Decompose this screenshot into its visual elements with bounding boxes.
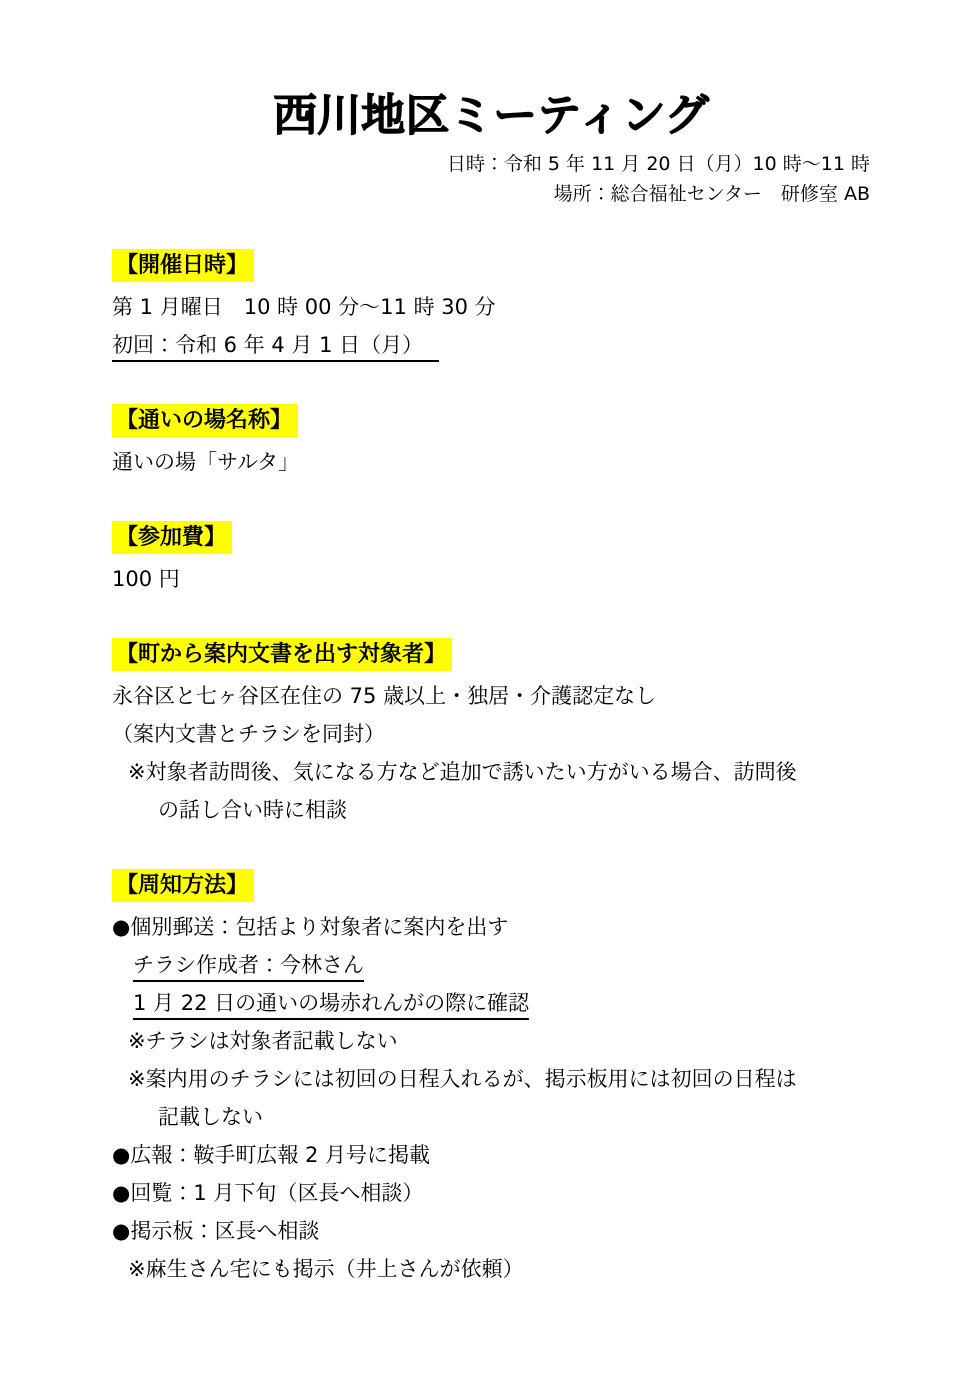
body-line: ※対象者訪問後、気になる方など追加で誘いたい方がいる場合、訪問後 [128,759,797,784]
underlined-text: 初回：令和 6 年 4 月 1 日（月） [112,330,439,362]
body-line: 通いの場「サルタ」 [112,449,300,474]
body-line: ※チラシは対象者記載しない [128,1028,398,1053]
heading-shuchi-hoho: 【周知方法】 [112,869,254,902]
section-fee [112,521,870,598]
section-publicity-methods [112,869,870,1288]
body-line: 永谷区と七ヶ谷区在住の 75 歳以上・独居・介護認定なし [112,683,657,708]
underlined-text: 1 月 22 日の通いの場赤れんがの際に確認 [133,988,529,1020]
body-line [133,946,870,984]
body-line: （案内文書とチラシを同封） [112,721,385,746]
body-line: 第 1 月曜日 10 時 00 分～11 時 30 分 [112,294,496,319]
document-meta [112,149,870,209]
body-line: ※案内用のチラシには初回の日程入れるが、掲示板用には初回の日程は [128,1066,797,1091]
body-line: 100 円 [112,566,180,591]
heading-kaisai-nichiji: 【開催日時】 [112,249,254,282]
body-line: ※麻生さん宅にも掲示（井上さんが依頼） [128,1256,524,1281]
body-line: ●個別郵送：包括より対象者に案内を出す [112,914,509,939]
underlined-text: チラシ作成者：今林さん [133,950,364,982]
body-line: 記載しない [158,1104,263,1129]
body-line: ●広報：鞍手町広報 2 月号に掲載 [112,1142,431,1167]
meta-datetime: 日時：令和 5 年 11 月 20 日（月）10 時～11 時 [446,152,870,175]
heading-kayoi-no-ba-meisho: 【通いの場名称】 [112,404,298,437]
body-line [133,984,870,1022]
section-venue-name [112,404,870,481]
heading-taishosha: 【町から案内文書を出す対象者】 [112,638,452,671]
section-target-recipients [112,638,870,829]
body-line: ●掲示板：区長へ相談 [112,1218,320,1243]
heading-sankahi: 【参加費】 [112,521,232,554]
body-line: ●回覧：1 月下旬（区長へ相談） [112,1180,424,1205]
body-line: の話し合い時に相談 [158,797,347,822]
section-opening-datetime [112,249,870,364]
meta-location: 場所：総合福祉センター 研修室 AB [553,182,870,205]
page-title: 西川地区ミーティング [273,90,709,141]
body-line [112,326,870,364]
